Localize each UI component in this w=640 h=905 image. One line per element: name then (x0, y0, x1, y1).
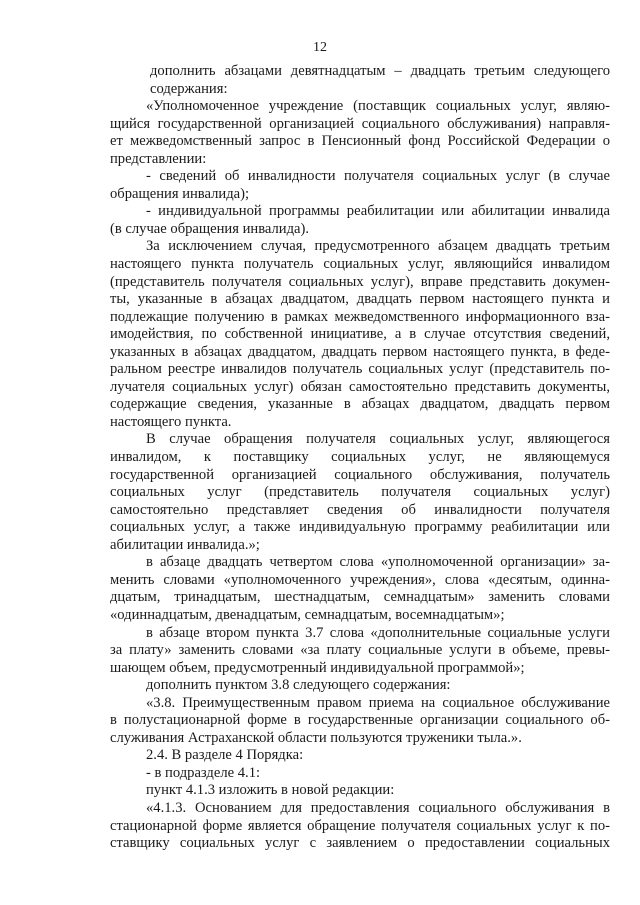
text-line: дополнить абзацами девятнадцатым – двадцать третьим следующего (150, 63, 610, 79)
text-line: инвалидом, к поставщику социальных услуг, не являющемуся (110, 449, 610, 466)
text-line: В случае обращения получателя социальных услуг, являющегося (146, 431, 610, 448)
text-line: социальных услуг (представитель получателя социальных услуг) (110, 484, 610, 501)
text-line: имодействия, по собственной инициативе, а в случае отсутствия сведений, (110, 326, 610, 343)
text-line: государственной организацией социального обслуживания, получатель (110, 466, 610, 483)
text-line: ральном реестре инвалидов получатель социальных услуг (представитель по- (110, 361, 610, 378)
text-line: «Уполномоченное учреждение (поставщик социальных услуг, являю- (146, 98, 610, 115)
text-line: дополнить пунктом 3.8 следующего содержания: (146, 677, 451, 694)
text-line: в абзаце двадцать четвертом слова «уполномоченной организации» за- (146, 554, 610, 571)
text-line: подлежащие получению в рамках межведомственного информационного вза- (110, 308, 610, 325)
text-line: «одиннадцатым, двенадцатым, семнадцатым, восемнадцатым»; (110, 606, 505, 623)
text-line: представлении: (110, 150, 207, 167)
text-line: «3.8. Преимущественным правом приема на социальное обслуживание (146, 694, 610, 711)
text-line: за плату» заменить словами «за плату социальные услуги в объеме, превы- (110, 642, 610, 659)
text-line: социальных услуг, а также индивидуальную программу реабилитации или (110, 519, 610, 536)
text-line: шающем объем, предусмотренный индивидуальной программой»; (110, 659, 525, 676)
text-line: - сведений об инвалидности получателя социальных услуг (в случае (146, 168, 610, 185)
text-line: самостоятельно представляет сведения об инвалидности получателя (110, 501, 610, 518)
text-line: ты, указанные в абзацах двадцатом, двадцать первом настоящего пункта и (110, 291, 610, 308)
text-line: служивания Астраханской области пользуются труженики тыла.». (110, 729, 522, 746)
text-line: в полустационарной форме в государственные организации социального об- (110, 712, 610, 729)
text-line: абилитации инвалида.»; (110, 536, 260, 553)
text-line: «4.1.3. Основанием для предоставления социального обслуживания в (146, 799, 610, 816)
text-line: дцатым, тринадцатым, шестнадцатым, семнадцатым» заменить словами (110, 589, 610, 606)
text-line: настоящего пункта. (110, 413, 232, 430)
page-number: 12 (313, 40, 327, 55)
text-line: настоящего пункта получатель социальных услуг, являющийся инвалидом (110, 256, 610, 273)
text-line: 2.4. В разделе 4 Порядка: (146, 747, 304, 764)
text-line: щийся государственной организацией социального обслуживания) направля- (110, 115, 610, 132)
text-line: - индивидуальной программы реабилитации или абилитации инвалида (146, 203, 610, 220)
text-line: указанных в абзацах двадцатом, двадцать первом настоящего пункта, в феде- (110, 343, 610, 360)
text-line: обращения инвалида); (110, 185, 250, 202)
text-line: ставщику социальных услуг с заявлением о предоставлении социальных (110, 835, 610, 852)
text-line: содержания: (150, 80, 228, 97)
text-line: в абзаце втором пункта 3.7 слова «дополнительные социальные услуги (146, 624, 610, 641)
text-line: стационарной форме является обращение получателя социальных услуг к по- (110, 817, 610, 834)
text-line: (в случае обращения инвалида). (110, 220, 310, 237)
text-line: ет межведомственный запрос в Пенсионный фонд Российской Федерации о (110, 133, 610, 150)
text-line: - в подразделе 4.1: (146, 764, 261, 781)
text-line: (представитель получателя социальных услуг), вправе представить докумен- (110, 273, 610, 290)
text-line: лучателя социальных услуг) обязан самостоятельно представить документы, (110, 378, 610, 395)
text-line: За исключением случая, предусмотренного абзацем двадцать третьим (146, 238, 610, 255)
text-line: содержащие сведения, указанные в абзацах двадцатом, двадцать первом (110, 396, 610, 413)
text-line: менить словами «уполномоченного учреждения», слова «десятым, одинна- (110, 571, 610, 588)
document-body (110, 63, 610, 853)
text-line: пункт 4.1.3 изложить в новой редакции: (146, 782, 395, 799)
